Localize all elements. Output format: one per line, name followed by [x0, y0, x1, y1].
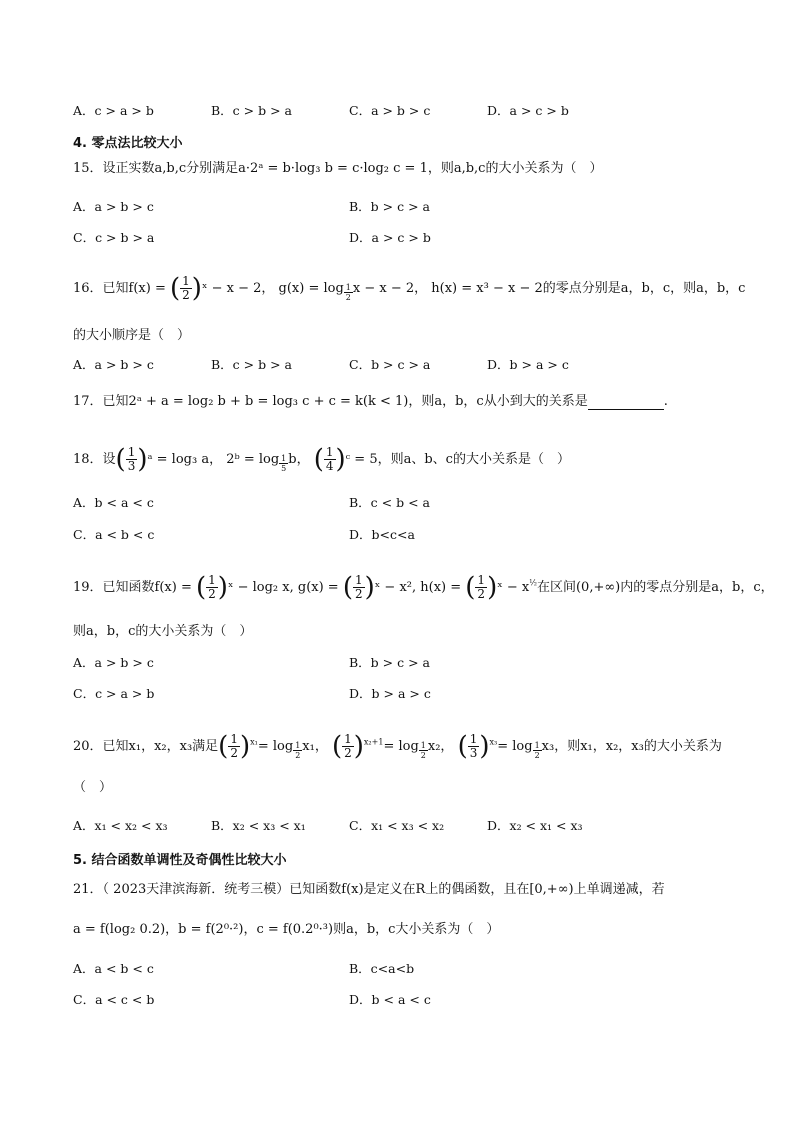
option-b: B．x₂ < x₃ < x₁	[211, 818, 306, 833]
question-20-stem-continued: （ ）	[73, 780, 113, 795]
answer-blank[interactable]	[588, 397, 664, 410]
option-c: C．c > b > a	[73, 230, 155, 245]
option-a: A．a > b > c	[73, 655, 154, 670]
option-d: D．b > a > c	[349, 686, 431, 701]
question-17-stem: 17．已知2ᵃ + a = log₂ b + b = log₃ c + c = k(k < 1)，则a，b，c从小到大的关系是 .	[73, 394, 668, 409]
option-c: C．x₁ < x₃ < x₂	[349, 818, 445, 833]
section-heading: 4. 零点法比较大小	[73, 136, 183, 151]
question-19-stem-continued: 则a，b，c的大小关系为（ ）	[73, 624, 253, 639]
option-c: C．a > b > c	[349, 103, 431, 118]
section-heading: 5. 结合函数单调性及奇偶性比较大小	[73, 853, 287, 868]
question-21-stem: 21．（ 2023天津滨海新．统考三模）已知函数f(x)是定义在R上的偶函数，且在[0,+∞)上单调递减，若	[73, 882, 665, 897]
option-d: D．b > a > c	[487, 357, 569, 372]
option-b: B．b > c > a	[349, 199, 430, 214]
option-a: A．a > b > c	[73, 357, 154, 372]
option-b: B．c < b < a	[349, 495, 430, 510]
option-c: C．a < c < b	[73, 992, 155, 1007]
option-a: A．x₁ < x₂ < x₃	[73, 818, 168, 833]
option-d: D．b < a < c	[349, 992, 431, 1007]
option-c: C．c > a > b	[73, 686, 155, 701]
question-16-stem: 16．已知f(x) = ( $\frac{1}{2}$ )ˣ − x − 2， g(x) = log $\frac{1}{2}$ x − x − 2， h(x) = x³ − x − 2的零点分别是a，b，c，则a，b，c	[73, 273, 746, 304]
question-19-stem: 19．已知函数f(x) = ( $\frac{1}{2}$ )ˣ − log₂ x, g(x) = ( $\frac{1}{2}$ )ˣ − x², h(x) = ( $\frac{1}{2}$ )ˣ − $x^{\frac{1}{2}}$在区间(0,+∞)内的零点分别是a，b，c，	[73, 572, 774, 603]
option-d: D．b<c<a	[349, 527, 415, 542]
option-d: D．a > c > b	[487, 103, 569, 118]
option-a: A．c > a > b	[73, 103, 154, 118]
option-a: A．a < b < c	[73, 961, 154, 976]
option-c: C．b > c > a	[349, 357, 431, 372]
option-a: A．a > b > c	[73, 199, 154, 214]
option-b: B．c > b > a	[211, 357, 292, 372]
option-b: B．c > b > a	[211, 103, 292, 118]
question-15-stem: 15．设正实数a,b,c分别满足a·2ᵃ = b·log₃ b = c·log₂ c = 1，则a,b,c的大小关系为（ ）	[73, 161, 603, 176]
question-18-stem: 18．设( $\frac{1}{3}$ )ᵃ = log₃ a， 2ᵇ = log $\frac{1}{5}$ b， ( $\frac{1}{4}$ )ᶜ = 5，则a、b、c的大小关系是（ ）	[73, 444, 570, 475]
option-d: D．x₂ < x₁ < x₃	[487, 818, 583, 833]
option-b: B．b > c > a	[349, 655, 430, 670]
option-c: C．a < b < c	[73, 527, 155, 542]
question-21-stem-continued: a = f(log₂ 0.2)，b = f(2⁰·²)，c = f(0.2⁰·³)则a，b，c大小关系为（ ）	[73, 922, 500, 937]
question-16-stem-continued: 的大小顺序是（ ）	[73, 328, 191, 343]
option-d: D．a > c > b	[349, 230, 431, 245]
option-b: B．c<a<b	[349, 961, 415, 976]
question-20-stem: 20．已知x₁，x₂，x₃满足( $\frac{1}{2}$ )$^{x_1}$= log $\frac{1}{2}$ x₁， ( $\frac{1}{2}$ )$^{x_2+1}$= log $\frac{1}{2}$ x₂， ( $\frac{1}{3}$ )$^{x_3}$= log $\frac{1}{2}$ x₃，则x₁，x₂，x₃的大小关系为	[73, 731, 722, 762]
option-a: A．b < a < c	[73, 495, 154, 510]
